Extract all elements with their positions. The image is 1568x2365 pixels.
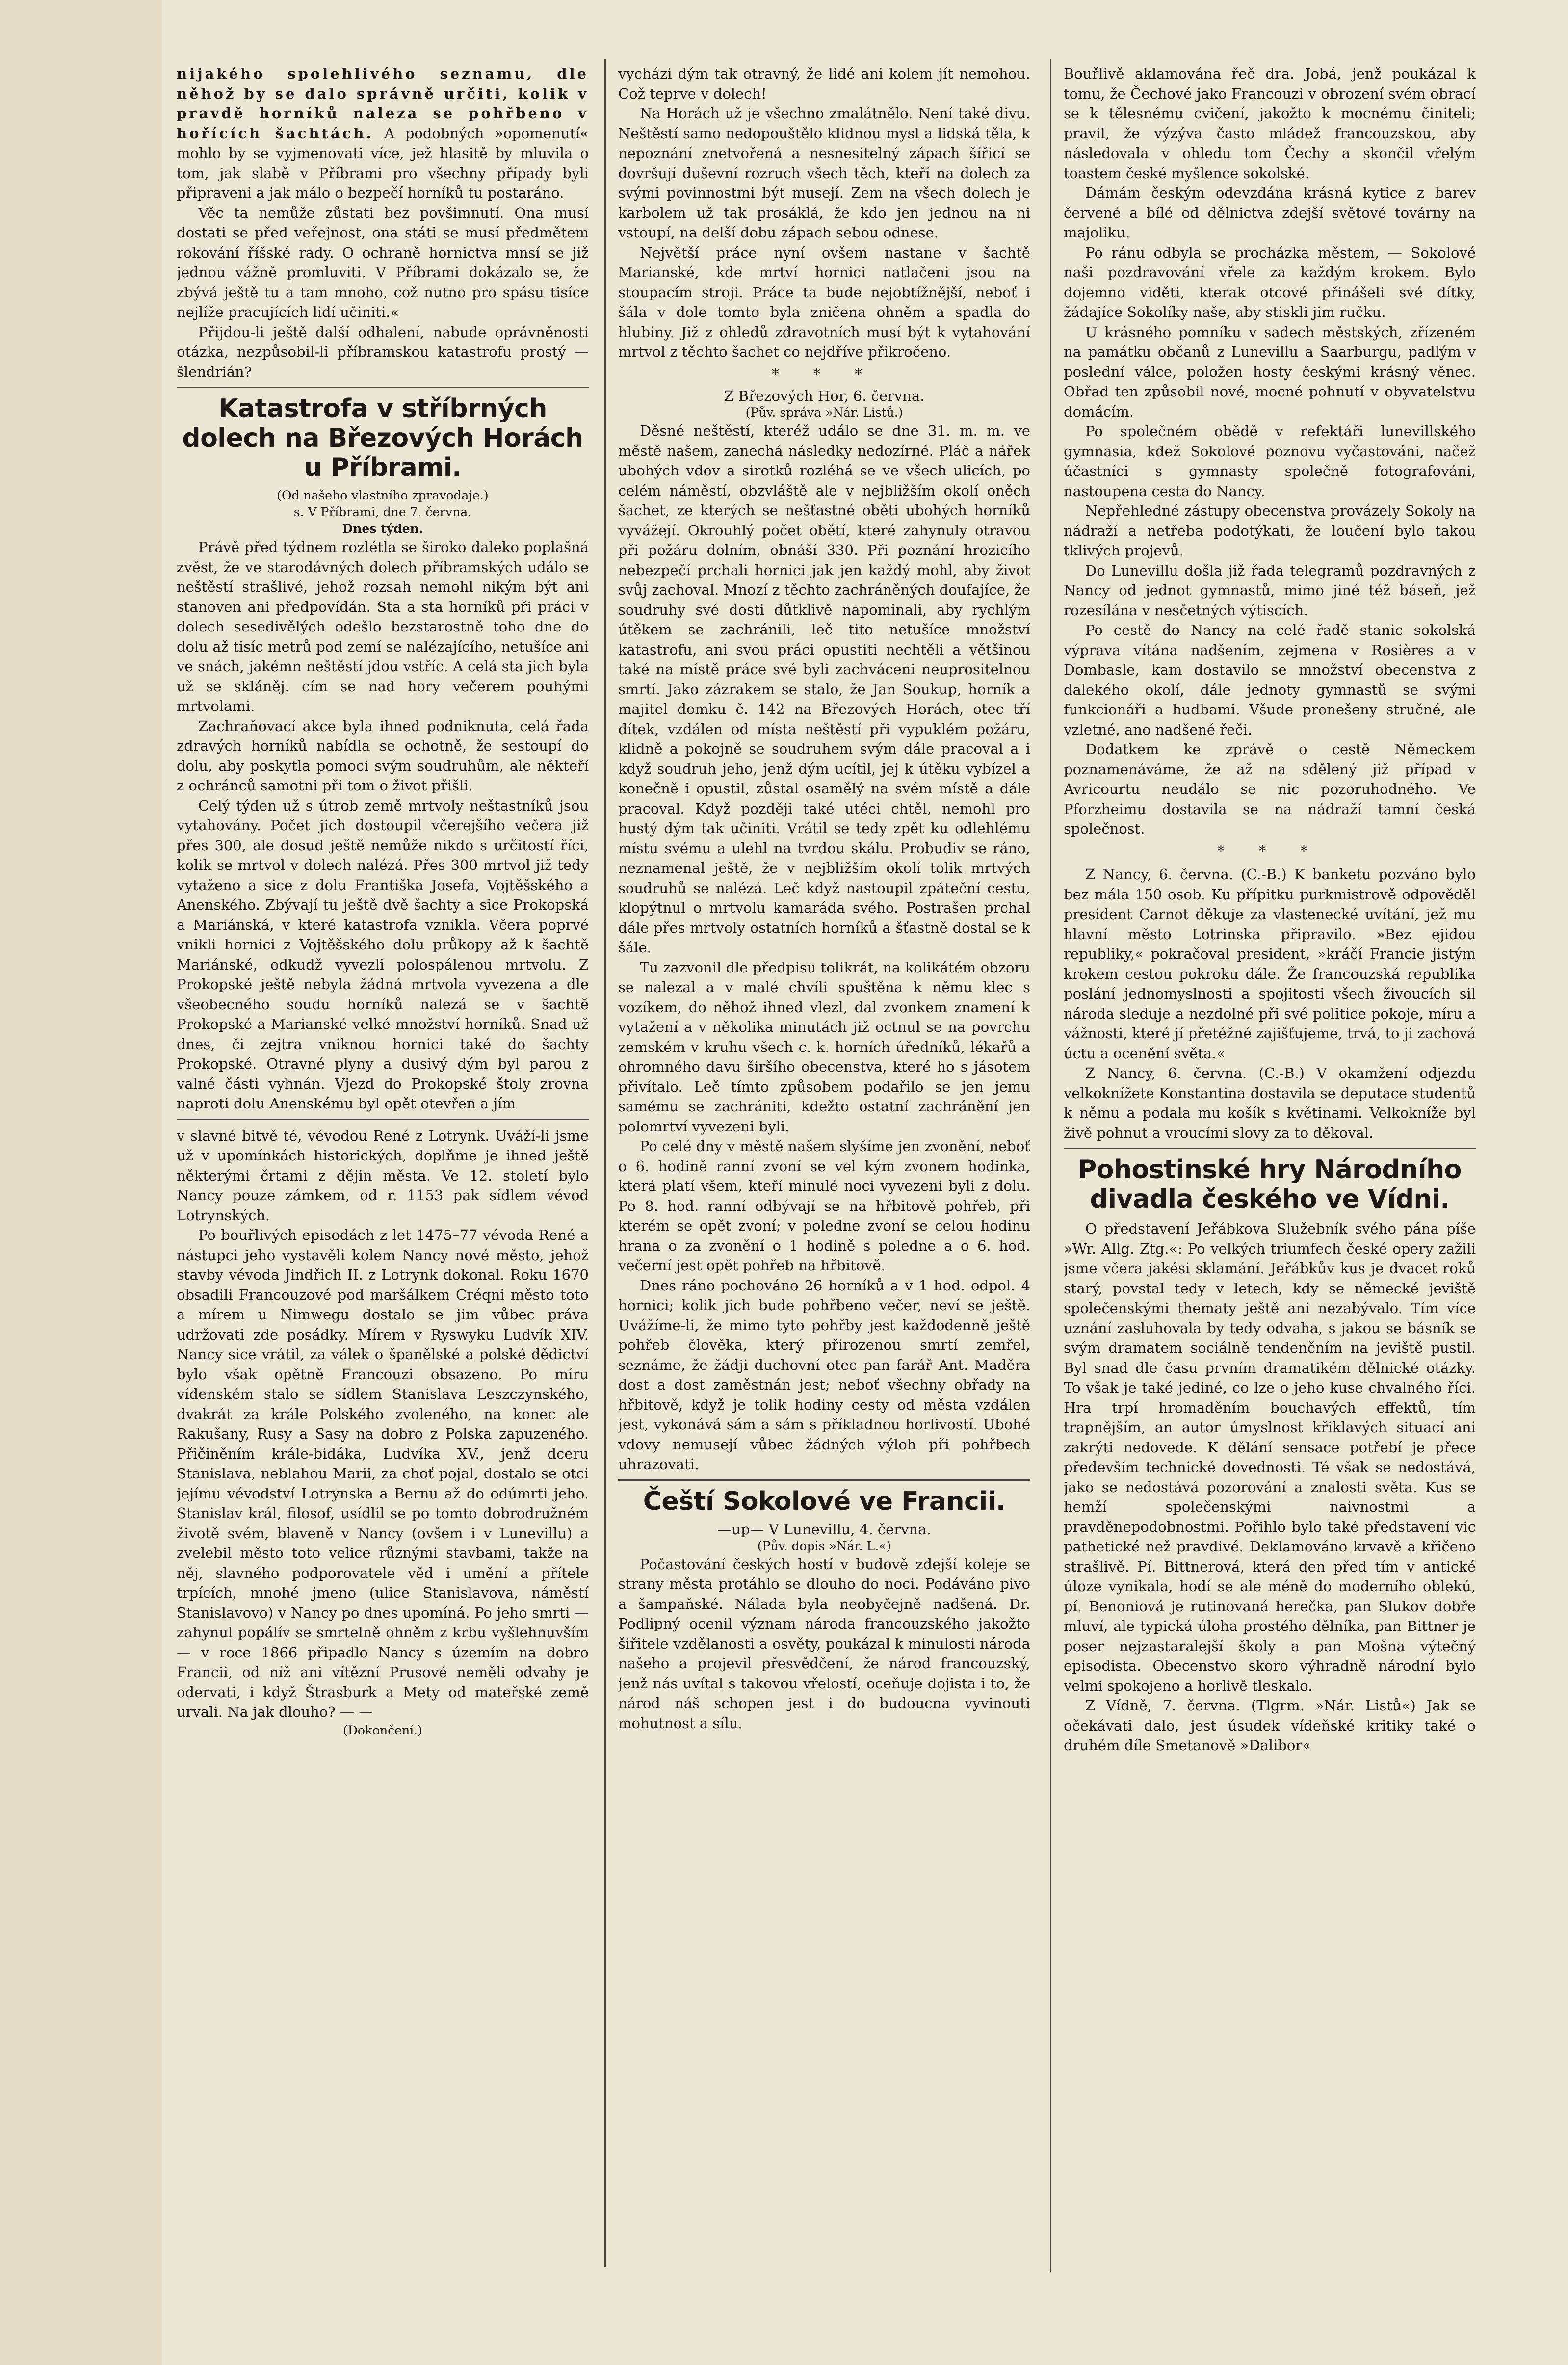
- paragraph: Děsné neštěstí, kteréž událo se dne 31. m. m. ve městě našem, zanechá následky nedozírné. Pláč a nářek ubohých vdov a sirotků rozléhá se ve všech ulicích, po celém náměstí, obzvláště ale v nejbližším okolí oněch šachet, ze kterých se nešťastné oběti ubohých horníků vyvážejí. Okrouhlý počet obětí, které zahynuly otravou při požáru dolním, obnáší 330. Při poznání hrozicího nebezpečí prchali hornici jak jen každý mohl, aby život svůj zachoval. Mnozí z těchto zachráněných doufajíce, že soudruhy své dosti důtklivě napominali, aby rychlým útěkem se zachránili, leč tito netušíce množství katastrofu, ani svou práci opustiti nechtěli a většinou také na místě práce své byli zachváceni neuprositelnou smrtí. Jako zázrakem se stalo, že Jan Soukup, horník a majitel domku č. 142 na Březových Horách, otec tří dítek, vzdálen od místa neštěstí při vypuklém požáru, klidně a pokojně se soudruhem svým dále pracoval a i když soudruh jeho, jenž dým ucítil, jej k útěku vybízel a konečně i opustil, zůstal osamělý na svém místě a dále pracoval. Když později také utéci chtěl, nemohl pro hustý dým tak učiniti. Vrátil se tedy zpět ku odlehlému místu svému a ulehl na tvrdou skálu. Probudiv se ráno, neznamenal ještě, že v nejbližším okolí tolik mrtvých soudruhů se nalézá. Leč když nastoupil zpáteční cestu, klopýtnul o mrtvolu kamaráda svého. Postrašen prchal dále přes mrtvoly ostatních horníků a šťastně dostal se k šále.: [618, 422, 1030, 956]
- column-2: [618, 64, 1030, 2321]
- headline-sokol-france: Čeští Sokolové ve Francii.: [643, 1486, 1006, 1516]
- paragraph: Největší práce nyní ovšem nastane v šachtě Marianské, kde mrtví hornici natlačeni jsou na stoupacím stroji. Práce ta bude nejobtížnější, neboť i šála v dole tomto byla zničena ohněm a spadla do hlubiny. Již z ohledů zdravotních musí být k vytahování mrtvol z těchto šachet co nejdříve přikročeno.: [618, 244, 1030, 360]
- paragraph: Tu zazvonil dle předpisu tolikrát, na kolikátém obzoru se nalezal a v malé chvíli spuštěna k němu klec s vozíkem, do něhož ihned vlezl, dal zvonkem znamení k vytažení a v několika minutách již octnul se na povrchu zemském v kruhu všech c. k. horních úředníků, lékařů a ohromného davu širšího obecenstva, které ho s jásotem přivítalo. Leč tímto způsobem podařilo se jen jemu samému se zachrániti, kdežto ostatní zachránění jen polomrtví vyvezeni byli.: [618, 959, 1030, 1135]
- paragraph: Z Nancy, 6. června. (C.-B.) V okamžení odjezdu velkoknížete Konstantina dostavila se deputace studentů k němu a podala mu košík s květinami. Velkokníže byl živě pohnut a vroucími slovy za to děkoval.: [1064, 1065, 1476, 1141]
- paragraph: v slavné bitvě té, vévodou René z Lotrynk. Uváží-li jsme už v upomínkách historických, doplňme je ihned ještě některými črtami z dějin města. Ve 12. století bylo Nancy pouze zámkem, od r. 1153 pak sídlem vévod Lotrynských.: [177, 1127, 589, 1224]
- paragraph: Zachraňovací akce byla ihned podniknuta, celá řada zdravých horníků nabídla se ochotně, že sestoupí do dolu, aby poskytla pomoci svým soudruhům, ale někteří z ochránců samotni při tom o život přišli.: [177, 717, 589, 794]
- paragraph: Nepřehledné zástupy obecenstva provázely Sokoly na nádraží a netřeba podotýkati, že loučení bylo takou tklivých projevů.: [1064, 502, 1476, 559]
- paragraph: Z Vídně, 7. června. (Tlgrm. »Nár. Listů«) Jak se očekávati dalo, jest úsudek vídeňské kritiky také o druhém díle Smetanově »Dalibor«: [1064, 1697, 1476, 1754]
- paragraph: Z Nancy, 6. června. (C.-B.) K banketu pozváno bylo bez mála 150 osob. Ku přípitku purkmistrově odpověděl president Carnot děkuje za vlastenecké uvítání, jež mu hlavní město Lotrinska připravilo. »Bez ejidou republiky,« pokračoval president, »kráčí Francie jistým krokem cestou pokroku dále. Že francouzská republika poslání jednomyslnosti a spojitosti všech živoucích sil národa sleduje a nezdolné při své politice pokoje, míru a vážnosti, které jí přetéžné zajišťujeme, trvá, to ji zachová úctu a ocenění světa.«: [1064, 866, 1476, 1062]
- column-3: [1064, 64, 1476, 2321]
- continuation-note: (Dokončení.): [343, 1723, 422, 1737]
- paragraph: Po celé dny v městě našem slyšíme jen zvonění, neboť o 6. hodině ranní zvoní se vel kým zvonem hodinka, která platí všem, kteří minulé noci vyvezeni byli z dolu. Po 8. hod. ranní odbývají se na hřbitově pohřeb, při kterém se opět zvoní; v poledne zvoní se celou hodinu hrana o za zvonění o 1 hodině s poledne a o 6. hod. večerní jest opět pohřeb na hřbitově.: [618, 1138, 1030, 1274]
- section-divider: [1064, 1148, 1476, 1149]
- paragraph: Dámám českým odevzdána krásná kytice z barev červené a bílé od dělnictva zdejší světové továrny na majoliku.: [1064, 184, 1476, 241]
- paragraph: Věc ta nemůže zůstati bez povšimnutí. Ona musí dostati se před veřejnost, ona státi se musí předmětem rokování říšské rady. O ochraně hornictva mnsí se již jednou vážně promluviti. V Příbrami dokázalo se, že zbývá ještě tu a tam mnoho, což nutno pro spásu tisíce nejlíže pracujících lidí učiniti.«: [177, 204, 589, 320]
- dateline: s. V Příbrami, dne 7. června.: [293, 505, 472, 519]
- section-stars: * * *: [771, 366, 877, 383]
- source-note: (Pův. dopis »Nár. L.«): [757, 1538, 891, 1553]
- paragraph: Přijdou-li ještě další odhalení, nabude oprávněnosti otázka, nezpůsobil-li příbramskou katastrofu prostý — šlendrián?: [177, 323, 589, 380]
- paragraph: Bouřlivě aklamována řeč dra. Jobá, jenž poukázal k tomu, že Čechové jako Francouzi v obrození svém obrací se k tělesnému cvičení, jakožto k mocnému činiteli; pravil, že výzýva často mládež francouzskou, aby následovala v ohledu tom Čechy a skončil vřelým toastem české myšlence sokolské.: [1064, 65, 1476, 182]
- article-text: [177, 64, 589, 203]
- column-rule: [1050, 59, 1051, 2272]
- section-divider: [177, 387, 589, 388]
- headline-theatre-vienna: Pohostinské hry Národního divadla českého ve Vídni.: [1078, 1155, 1462, 1214]
- paragraph: U krásného pomníku v sadech městských, zřízeném na památku občanů z Lunevillu a Saarburgu, padlým v poslední válce, položen hosty českými krásný věnec. Obřad ten způsobil nové, mocné pohnutí v obyvatelstvu domácím.: [1064, 323, 1476, 420]
- paragraph: Do Lunevillu došla již řada telegramů pozdravných z Nancy od jednot gymnastů, mimo jiné též báseň, jež rozesílána v nesčetných výtiscích.: [1064, 562, 1476, 619]
- paragraph: Po bouřlivých episodách z let 1475–77 vévoda René a nástupci jeho vystavěli kolem Nancy nové město, jehož stavby vévoda Jindřich II. z Lotrynk dokonal. Roku 1670 obsadili Francouzové pod maršálkem Créqni město toto a mírem u Nimwegu dostalo se jim vůbec práva udržovati zde posádky. Mírem v Ryswyku Ludvík XIV. Nancy sice vrátil, za válek o španělské a polské dědictví bylo však opětně Francouzi obsazeno. Po míru vídenském stalo se sídlem Stanislava Leszczynského, dvakrát za krále Polského zvoleného, na konec ale Rakušany, Rusy a Sasy na dobro z Polska zapuzeného. Přičiněním krále-bidáka, Ludvíka XV., jenž dceru Stanislava, neblahou Marii, za choť pojal, dostalo se otci jejímu vévodství Lotrynska a Bernu až do odúmrti jeho. Stanislav král, filosof, usídlil se po tomto dobrodružném životě svém, blaveně v Nancy (ovšem i v Lunevillu) a zvelebil město toto velice různými stavbami, takže na něj, slavného podporovatele věd i umění a přítele trpících, mnohé jmeno (ulice Stanislavova, náměstí Stanislavovo) v Nancy po dnes upomíná. Po jeho smrti — zahynul popálív se smrtelně ohněm z krbu vyšlehnuvším — v roce 1866 připadlo Nancy s územím na dobro Francii, od níž ani vítězní Prusové neměli odvahy je odervati, i když Štrasburk a Mety od mateřské země urvali. Na jak dlouho? — —: [177, 1227, 589, 1720]
- source-note: (Pův. správa »Nár. Listů.): [745, 405, 903, 420]
- paragraph: Počastování českých hostí v budově zdejší koleje se strany města protáhlo se dlouho do noci. Podáváno pivo a šampaňské. Nálada byla neobyčejně nadšená. Dr. Podlipný ocenil význam národa francouzského jakožto šiřitele vzdělanosti a osvěty, poukázal k minulosti národa našeho a projevil přesvědčení, že národ francouzský, jenž nás uvítal s takovou vřelostí, oceňuje dojista i to, že národ náš schopen jest i do budoucna vyvinouti mohutnost a sílu.: [618, 1555, 1030, 1732]
- section-divider: [618, 1479, 1030, 1481]
- paragraph: Po společném obědě v refektáři lunevillského gymnasia, kdež Sokolové poznovu vyčastováni, načež účastníci s gymnasty společně fotografováni, nastoupena cesta do Nancy.: [1064, 423, 1476, 499]
- paragraph: Po cestě do Nancy na celé řadě stanic sokolská výprava vítána nadšením, zejmena v Rosières a v Dombasle, kam dostavilo se množství obecenstva z dalekého okolí, dále jednoty gymnastů se svými funkcionáři a hudbami. Všude pronešeny stručné, ale vzletné, ano nadšené řeči.: [1064, 622, 1476, 738]
- column-rule: [604, 59, 606, 2267]
- byline: (Od našeho vlastního zpravodaje.): [277, 488, 489, 502]
- paragraph: vycházi dým tak otravný, že lidé ani kolem jít nemohou. Což teprve v dolech!: [618, 65, 1030, 102]
- paragraph-text: A podobných »opomenutí« mohlo by se vyjmenovati více, jež hlasitě by mluvila o tom, jak slabě v Příbrami pro všechny případy byli připraveni a jak málo o bezpečí horníků tu postaráno.: [177, 125, 589, 201]
- paragraph: Po ránu odbyla se procházka městem, — Sokolové naši pozdravování vřele za každým krokem. Bylo dojemno viděti, kterak otcové přinášeli své dítky, žádajíce Sokolíky naše, aby stiskli jim ručku.: [1064, 244, 1476, 320]
- column-1: [177, 64, 589, 2237]
- page-margin: [0, 0, 162, 2365]
- paragraph: Na Horách už je všechno zmalátnělo. Není také divu. Neštěstí samo nedopouštělo klidnou mysl a lidská těla, k nepoznání znetvořená a nesnesitelný zápach šířicí se dovršují duševní rozruch všech těch, kteří na dolech za svými povinnostmi být musejí. Zem na všech dolech je karbolem už tak prosáklá, že kdo jen jednou na ni vstoupí, na delší dobu zápach sebou odnese.: [618, 105, 1030, 241]
- spaced-emphasis: nijakého spolehlivého seznamu, dle něhož by se dalo správně určiti, kolik v pravdě horníků naleza se pohřbeno v hořících šachtách.: [177, 65, 589, 142]
- dateline: Z Březových Hor, 6. června.: [724, 388, 925, 404]
- paragraph: Celý týden už s útrob země mrtvoly neštastníků jsou vytahovány. Počet jich dostoupil včerejšího večera již přes 300, ale dosud ještě nemůže nikdo s určitostí říci, kolik se mrtvol v dolech nalézá. Přes 300 mrtvol již tedy vytaženo a sice z dolu Františka Josefa, Vojtěšského a Anenského. Zbývají tu ještě dvě šachty a sice Prokopská a Mariánská, v které katastrofa vznikla. Včera poprvé vnikli hornici z Vojtěšského dolu průkopy až k šachtě Mariánské, odkudž vyvezli polospálenou mrtvolu. Z Prokopské ještě nebyla žádná mrtvola vyvezena a dle všeobecného soudu horníků nalezá se v šachtě Prokopské a Marianské velké množství horníků. Snad už dnes, či zejtra vniknou hornici také do šachty Prokopské. Otravné plyny a dusivý dým byl parou z valné části vyhnán. Vjezd do Prokopské štoly zrovna naproti dolu Anenskému byl opět otevřen a jím: [177, 797, 589, 1112]
- paragraph: Dodatkem ke zprávě o cestě Německem poznamenáváme, že až na sdělený již případ v Avricourtu neudálo se nic pozoruhodného. Ve Pforzheimu dostavila se na nádraží tamní česká společnost.: [1064, 741, 1476, 837]
- subheading: Dnes týden.: [342, 522, 423, 536]
- headline-mine-disaster: Katastrofa v stříbrných dolech na Březových Horách u Příbrami.: [182, 394, 583, 482]
- paragraph: Právě před týdnem rozlétla se široko daleko poplašná zvěst, že ve starodávných dolech příbramských událo se neštěstí strašlivé, jehož rozsah nemohl nikým být ani stanoven ani předpovídán. Sta a sta horníků při práci v dolech sesedivělých odešlo bezstarostně toho dne do dolu až tisíc metrů pod zemí se nalézajícího, netušíce ani ve snách, jakémn neštěstí jdou vstříc. A celá sta jich byla už se skláněj. cím se nad hory večerem pouhými mrtvolami.: [177, 539, 589, 714]
- paragraph: Dnes ráno pochováno 26 horníků a v 1 hod. odpol. 4 hornici; kolik jich bude pohřbeno večer, neví se ještě. Uvážíme-li, že mimo tyto pohřby jest každodenně ještě pohřeb člověka, který přirozenou smrtí zemřel, seznáme, že žádji duchovní otec pan farář Ant. Maděra dost a dost zaměstnán jest; neboť všechny obřady na hřbitově, když je tolik hodiny cesty od města vzdálen jest, vykonává sám a sám s příkladnou horlivostí. Ubohé vdovy nemusejí vůbec žádných výloh při pohřbech uhrazovati.: [618, 1277, 1030, 1472]
- section-divider: [177, 1119, 589, 1120]
- dateline: —up— V Lunevillu, 4. června.: [717, 1521, 931, 1538]
- section-stars: * * *: [1217, 842, 1323, 860]
- paragraph: O představení Jeřábkova Služebník svého pána píše »Wr. Allg. Ztg.«: Po velkých triumfech české opery zažili jsme včera jakési sklamání. Jeřábkův kus je dvacet roků starý, povstal tedy v letech, kdy se německé jeviště společenskými thematy ještě ani nezabývalo. Tím více uznání zasluhovala by tedy odvaha, s jakou se básník se svým dramatem sociálně tendenčním na jeviště pustil. Byl snad dle času prvním dramatikém dělnické otázky. To však je také jediné, co lze o jeho kuse chvalného říci. Hra trpí hromaděním bouchavých effektů, tím trapnějším, an autor úmyslnost křiklavých situací ani zakrýti nedovede. K dělání sensace potřebí je přece především technické dovednosti. Té však se nedostává, jako se nedostává pozorování a znalosti světa. Kus se hemží společenskými naivnostmi a pravděnepodobnostmi. Pořihlo bylo také představení vic pathetické než pravdivé. Deklamováno krvavě a křičeno strašlivě. Pí. Bittnerová, která den před tím v antické úloze vynikala, hodí se ale méně do moderního oblekú, pí. Benoniová je rutinovaná herečka, pan Slukov dobře mluví, ale typická úloha prostého dělníka, pan Bittner je poser nejzastaralejší školy a pan Mošna výtečný episodista. Obecenstvo skoro výhradně národní bylo velmi spokojeno a horlivě tleskalo.: [1064, 1220, 1476, 1694]
